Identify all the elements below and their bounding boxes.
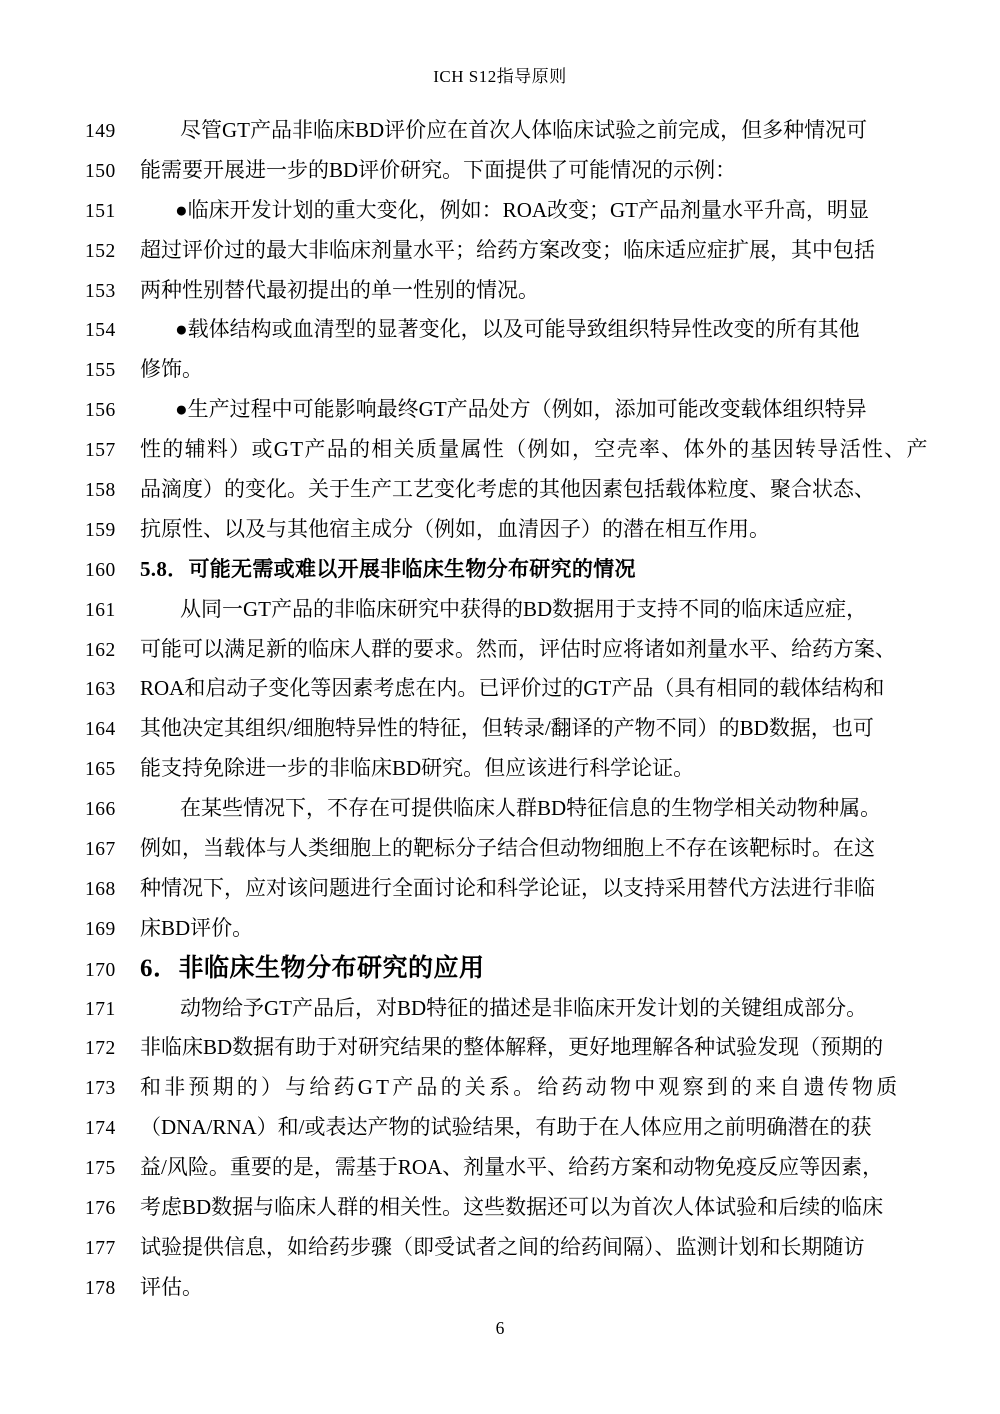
line-row [0,1228,1000,1268]
line-text: 动物给予GT产品后，对BD特征的描述是非临床开发计划的关键组成部分。 [180,995,868,1020]
line-number: 149 [85,121,116,142]
section-heading-5-8 [0,550,1000,590]
line-number: 171 [85,998,116,1020]
line-row [0,1148,1000,1188]
line-number: 168 [85,878,116,900]
line-number: 151 [85,200,116,222]
line-row [0,989,1000,1029]
line-text: 考虑BD数据与临床人群的相关性。这些数据还可以为首次人体试验和后续的临床 [140,1195,884,1220]
line-row [0,1068,1000,1108]
line-row [0,390,1000,430]
line-text: 抗原性、以及与其他宿主成分（例如，血清因子）的潜在相互作用。 [140,516,770,541]
line-text: 非临床BD数据有助于对研究结果的整体解释，更好地理解各种试验发现（预期的 [140,1035,884,1060]
line-row [0,310,1000,350]
line-text: ●生产过程中可能影响最终GT产品处方（例如，添加可能改变载体组织特异 [175,397,867,422]
document-body [0,111,1000,1308]
line-row [0,231,1000,271]
line-text: ●载体结构或血清型的显著变化，以及可能导致组织特异性改变的所有其他 [175,317,860,342]
line-number: 166 [85,799,116,821]
line-number: 153 [85,280,116,302]
line-row [0,1188,1000,1228]
line-row [0,1028,1000,1068]
line-row [0,111,1000,151]
line-text: ROA和启动子变化等因素考虑在内。已评价过的GT产品（具有相同的载体结构和 [140,676,885,701]
line-number: 176 [85,1198,116,1220]
line-number: 155 [85,360,116,382]
line-row [0,1108,1000,1148]
line-text: 修饰。 [140,357,203,382]
line-text: ●临床开发计划的重大变化，例如：ROA改变；GT产品剂量水平升高，明显 [175,197,870,222]
heading-text: 5.8．可能无需或难以开展非临床生物分布研究的情况 [140,556,636,581]
line-row [0,350,1000,390]
line-text: 从同一GT产品的非临床研究中获得的BD数据用于支持不同的临床适应症， [180,596,868,621]
line-row [0,709,1000,749]
line-number: 154 [85,320,116,342]
line-row [0,1268,1000,1308]
line-number: 161 [85,599,116,621]
line-row [0,789,1000,829]
line-number: 157 [85,440,116,462]
line-number: 156 [85,400,116,422]
line-number: 162 [85,639,116,661]
line-number: 167 [85,839,116,861]
line-number: 164 [85,719,116,741]
line-text: 品滴度）的变化。关于生产工艺变化考虑的其他因素包括载体粒度、聚合状态、 [140,477,875,502]
line-number: 165 [85,759,116,781]
line-number: 174 [85,1118,116,1140]
line-number: 150 [85,160,116,182]
section-heading-6 [0,949,1000,989]
line-text: 超过评价过的最大非临床剂量水平；给药方案改变；临床适应症扩展，其中包括 [140,237,875,262]
line-text: 两种性别替代最初提出的单一性别的情况。 [140,277,539,302]
line-text: （DNA/RNA）和/或表达产物的试验结果，有助于在人体应用之前明确潜在的获 [140,1115,872,1140]
line-row [0,590,1000,630]
line-number: 178 [85,1277,116,1299]
line-row [0,669,1000,709]
line-row [0,191,1000,231]
line-text: 和非预期的）与给药GT产品的关系。给药动物中观察到的来自遗传物质 [140,1075,901,1100]
line-row [0,909,1000,949]
line-row [0,470,1000,510]
line-text: 能需要开展进一步的BD评价研究。下面提供了可能情况的示例： [140,157,737,182]
line-text: 可能可以满足新的临床人群的要求。然而，评估时应将诸如剂量水平、给药方案、 [140,636,896,661]
line-row [0,430,1000,470]
line-row [0,271,1000,311]
line-row [0,151,1000,191]
line-text: 种情况下，应对该问题进行全面讨论和科学论证，以支持采用替代方法进行非临 [140,875,875,900]
line-text: 例如，当载体与人类细胞上的靶标分子结合但动物细胞上不存在该靶标时。在这 [140,836,875,861]
line-number: 175 [85,1158,116,1180]
line-number: 160 [85,559,116,581]
line-text: 在某些情况下，不存在可提供临床人群BD特征信息的生物学相关动物种属。 [180,796,882,821]
line-text: 能支持免除进一步的非临床BD研究。但应该进行科学论证。 [140,756,695,781]
line-row [0,749,1000,789]
line-row [0,829,1000,869]
line-row [0,630,1000,670]
line-number: 163 [85,679,116,701]
line-text: 评估。 [140,1274,203,1299]
line-number: 173 [85,1078,116,1100]
line-number: 177 [85,1237,116,1259]
page-number: 6 [495,1318,505,1338]
line-row [0,869,1000,909]
line-text: 性的辅料）或GT产品的相关质量属性（例如，空壳率、体外的基因转导活性、产 [140,437,929,462]
line-text: 益/风险。重要的是，需基于ROA、剂量水平、给药方案和动物免疫反应等因素， [140,1155,884,1180]
line-number: 170 [85,959,116,981]
line-number: 158 [85,480,116,502]
line-number: 152 [85,240,116,262]
line-row [0,510,1000,550]
line-text: 试验提供信息，如给药步骤（即受试者之间的给药间隔）、监测计划和长期随访 [140,1234,865,1259]
line-number: 169 [85,918,116,940]
line-text: 其他决定其组织/细胞特异性的特征，但转录/翻译的产物不同）的BD数据，也可 [140,716,874,741]
line-text: 床BD评价。 [140,915,254,940]
line-text: 尽管GT产品非临床BD评价应在首次人体临床试验之前完成，但多种情况可 [180,118,868,142]
document-header: ICH S12指导原则 [433,67,567,86]
line-number: 159 [85,519,116,541]
heading-text: 6．非临床生物分布研究的应用 [140,954,485,982]
line-number: 172 [85,1038,116,1060]
